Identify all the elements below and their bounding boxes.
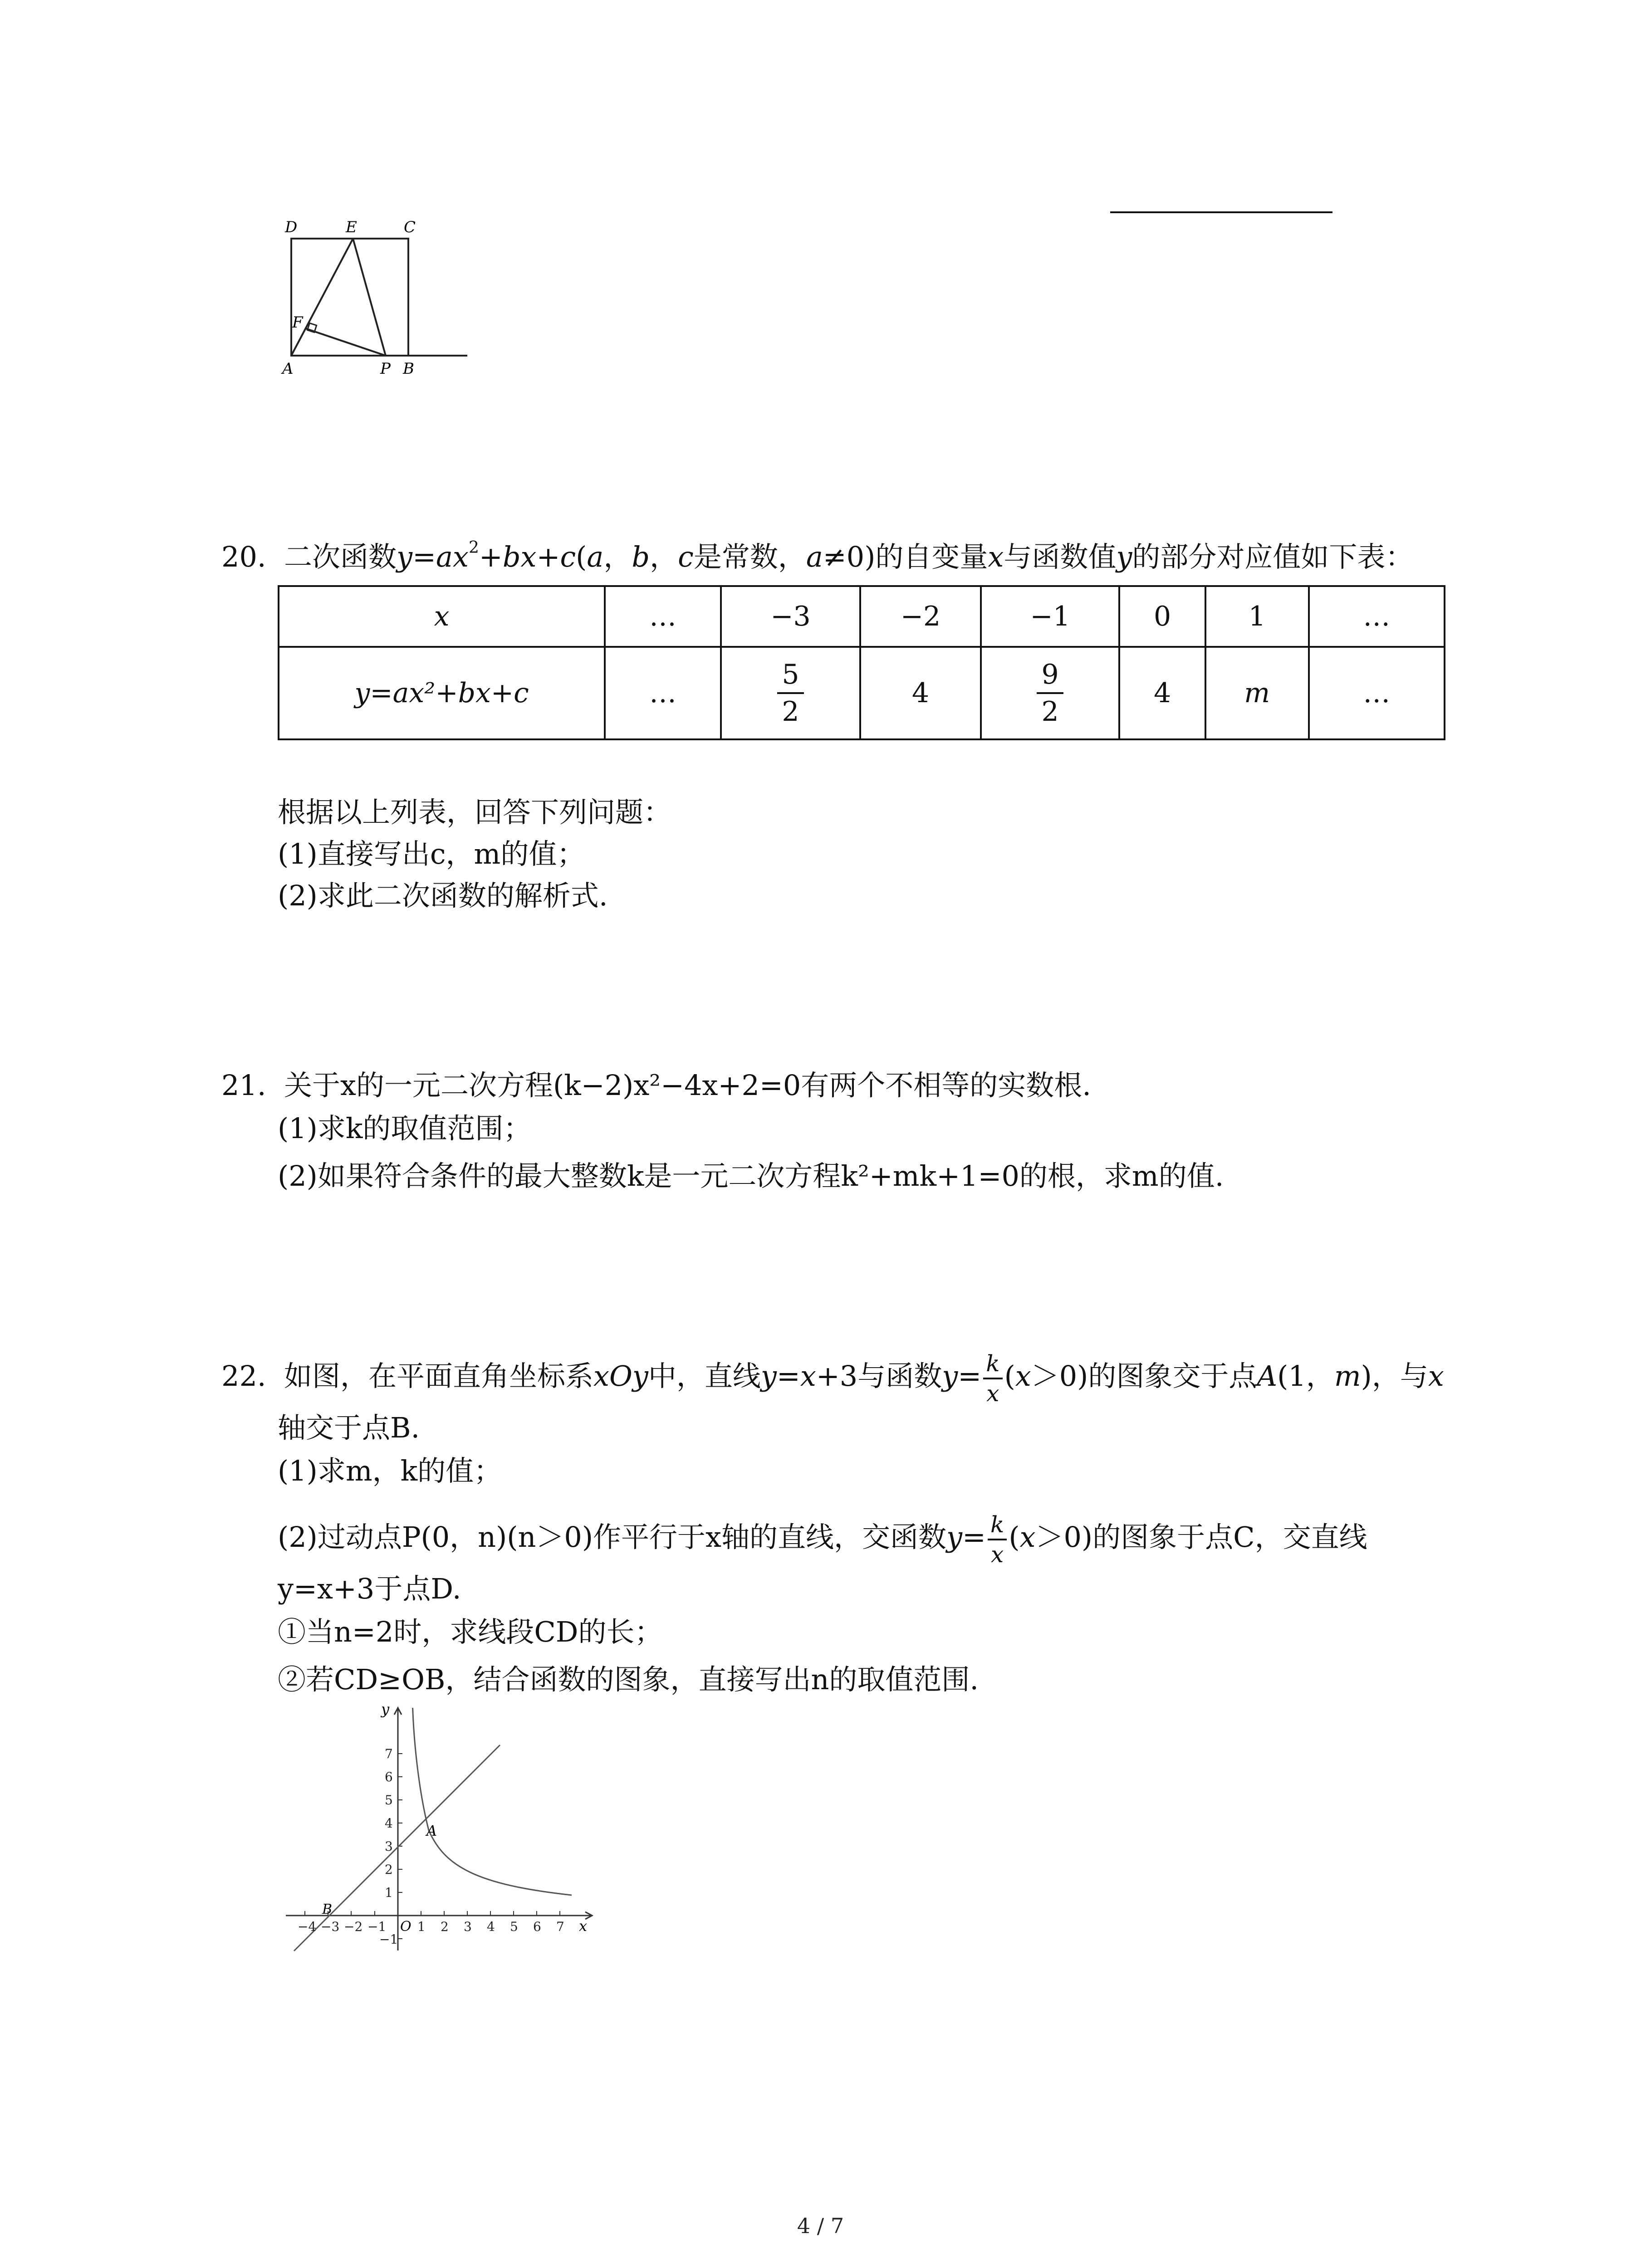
page-number: 4 / 7 [797,2214,844,2238]
table-cell: 4 [860,647,981,739]
q20-const: 是常数， [693,540,806,573]
q22-stem-b: 中，直线 [648,1359,761,1393]
square-figure [272,213,476,386]
q20-part2: (2)求此二次函数的解析式. [278,879,608,912]
label-E: E [346,218,357,236]
q22-part2-b: 的图象于点C，交直线 [1092,1520,1367,1554]
q22-part2-a: (2)过动点P(0，n)(n＞0)作平行于x轴的直线，交函数 [278,1520,947,1554]
q22-part2-line2: y=x+3于点D. [278,1572,461,1605]
x-axis-label: x [579,1917,588,1935]
table-cell: 0 [1119,586,1205,647]
table-cell: −2 [860,586,981,647]
q20-tail: 的部分对应值如下表： [1132,540,1414,573]
q20-intro: 根据以上列表，回答下列问题： [278,796,672,829]
q21-part1: (1)求k的取值范围； [278,1112,532,1145]
fraction-denominator: 2 [782,696,799,728]
y-tick: 7 [385,1746,393,1761]
y-tick: −1 [379,1932,398,1947]
label-A: A [282,360,294,378]
y-tick: 4 [385,1816,393,1831]
table-cell: … [1309,586,1445,647]
table-cell: … [1309,647,1445,739]
q22-part2: (2)过动点P(0，n)(n＞0)作平行于x轴的直线，交函数y= $\frac{k}{x}$ (x＞0)的图象于点C，交直线 [278,1511,1367,1568]
hyperbola-curve [413,1708,572,1895]
q22-number: 22. [221,1359,266,1393]
table-cell: … [605,647,721,739]
q20-part1: (1)直接写出c，m的值； [278,837,585,870]
q22-stem-d: 的图象交于点 [1088,1359,1257,1393]
q20-stem: 20. 二次函数$y=ax^2+bx+c(a$，b，c是常数，a≠0)的自变量x与函数值y的部分对应值如下表： [221,538,1414,573]
value-table [278,585,1445,740]
q20-number: 20. [221,540,266,573]
table-head-y: y=ax²+bx+c [279,647,605,739]
y-tick: 6 [385,1769,393,1784]
y-tick: 1 [385,1885,393,1900]
x-tick: 6 [533,1919,541,1934]
fraction-numerator: 9 [1037,657,1063,694]
q21-stem [221,1066,1091,1105]
label-B: B [403,360,414,378]
q22-stem-e: ，与 [1372,1359,1428,1393]
table-cell-fraction [981,647,1119,739]
fraction-numerator: 5 [777,657,803,694]
x-tick: 5 [510,1919,518,1934]
table-cell: −1 [981,586,1119,647]
x-tick: 2 [441,1919,449,1934]
origin-label: O [400,1919,411,1935]
frac-k: k [983,1349,1002,1379]
x-tick: −1 [367,1919,387,1934]
q20-var: 的自变量 [875,540,988,573]
x-tick: 4 [487,1919,495,1934]
table-cell: −3 [721,586,860,647]
table-row-x [279,586,1445,647]
q20-fval: 与函数值 [1004,540,1117,573]
label-P: P [380,360,391,378]
x-tick: 3 [464,1919,472,1934]
y-tick: 3 [385,1839,393,1854]
q20-stem-text: 二次函数 [284,540,397,573]
table-cell-fraction [721,647,860,739]
q22-stem-a: 如图，在平面直角坐标系 [284,1359,594,1393]
q22-line2: 轴交于点B. [278,1411,420,1444]
q21-stem-text: 关于x的一元二次方程(k−2)x²−4x+2=0有两个不相等的实数根. [284,1069,1092,1102]
label-F: F [292,313,303,332]
q20-paren: ( [576,540,587,573]
table-row-y [279,647,1445,739]
label-D: D [285,218,298,236]
q22-stem: 22. 如图，在平面直角坐标系xOy中，直线y=x+3与函数y= $\frac{k}{x}$ (x＞0)的图象交于点A(1，m)，与x [221,1350,1444,1407]
answer-blank-line [1110,211,1332,213]
table-head-x: x [279,586,605,647]
table-cell: … [605,586,721,647]
x-tick: 1 [417,1919,426,1934]
x-tick: −4 [298,1919,317,1934]
table-cell: 1 [1205,586,1309,647]
x-tick: −2 [344,1919,363,1934]
point-B-label: B [322,1901,333,1917]
frac-x: x [986,1380,999,1407]
coordinate-graph [272,1699,617,1962]
q22-part2-i: ①当n=2时，求线段CD的长； [278,1615,663,1648]
q21-number: 21. [221,1069,266,1102]
x-tick: 7 [556,1919,564,1934]
y-tick: 5 [385,1793,393,1808]
y-axis-label: y [381,1701,390,1718]
table-cell: 4 [1119,647,1205,739]
q22-part1: (1)求m，k的值； [278,1454,502,1487]
frac-x: x [991,1541,1004,1568]
y-tick: 2 [385,1862,393,1877]
q21-part2: (2)如果符合条件的最大整数k是一元二次方程k²+mk+1=0的根，求m的值. [278,1159,1224,1193]
label-C: C [404,218,416,236]
table-cell: m [1205,647,1309,739]
fraction-denominator: 2 [1041,696,1059,728]
point-A-label: A [426,1822,437,1839]
q22-part2-ii: ②若CD≥OB，结合函数的图象，直接写出n的取值范围. [278,1663,979,1696]
q22-stem-c: 与函数 [857,1359,942,1393]
x-tick: −3 [321,1919,340,1934]
frac-k: k [988,1510,1007,1540]
